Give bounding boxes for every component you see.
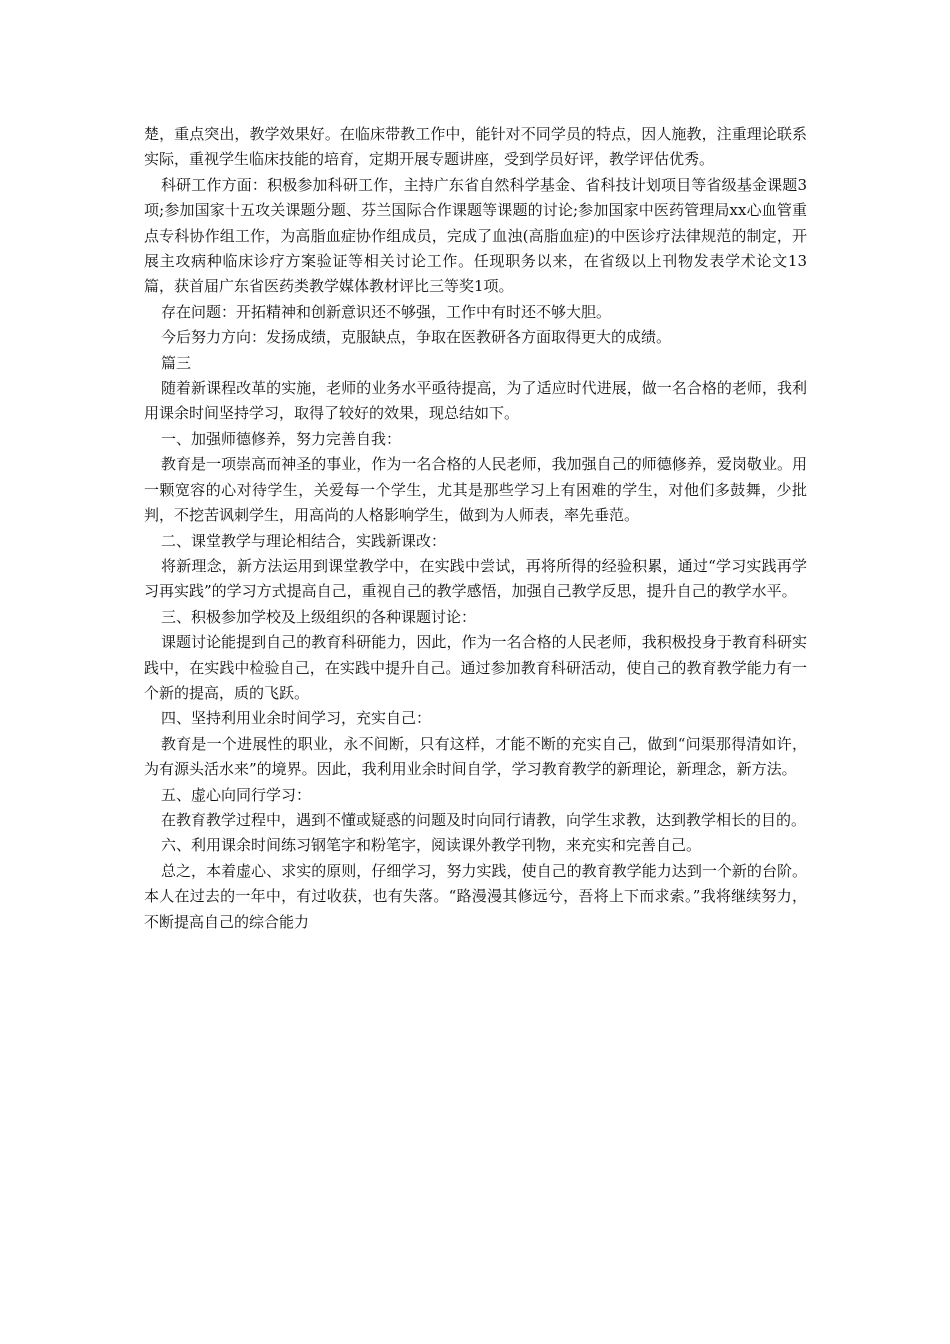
heading-item-5: 五、虚心向同行学习： [161,785,312,804]
paragraph-intro: 随着新课程改革的实施，老师的业务水平亟待提高，为了适应时代进展，做一名合格的老师，我利用课余时间坚持学习，取得了较好的效果，现总结如下。 [144,379,807,423]
paragraph-item-5: 在教育教学过程中，遇到不懂或疑惑的问题及时向同行请教，向学生求教，达到教学相长的目的。 [161,810,807,829]
heading-item-3: 三、积极参加学校及上级组织的各种课题讨论： [161,607,477,626]
paragraph-item-4: 教育是一个进展性的职业，永不间断，只有这样，才能不断的充实自己，做到“问渠那得清如许，为有源头活水来”的境界。因此，我利用业余时间自学，学习教育教学的新理论，新理念，新方法。 [144,734,807,779]
document-body [144,122,807,935]
paragraph-item-2: 将新理念，新方法运用到课堂教学中，在实践中尝试，再将所得的经验积累，通过“学习实践再学习再实践”的学习方式提高自己，重视自己的教学感悟，加强自己教学反思，提升自己的教学水平。 [144,556,807,601]
paragraph-future-direction: 今后努力方向：发扬成绩，克服缺点，争取在医教研各方面取得更大的成绩。 [161,328,672,347]
heading-item-6: 六、利用课余时间练习钢笔字和粉笔字，阅读课外教学刊物，来充实和完善自己。 [161,836,702,855]
heading-item-1: 一、加强师德修养，努力完善自我： [161,429,402,448]
paragraph-research-work: 科研工作方面：积极参加科研工作，主持广东省自然科学基金、省科技计划项目等省级基金课题3项;参加国家十五攻关课题分题、芬兰国际合作课题等课题的讨论;参加国家中医药管理局xx心血管重点专科协作组工作，为高脂血症协作组成员，完成了血浊(高脂血症)的中医诊疗法律规范的制定，开展主攻病种临床诊疗方案验证等相关讨论工作。任现职务以来，在省级以上刊物发表学术论文13篇，获首届广东省医药类教学媒体教材评比三等奖1项。 [144,175,807,296]
section-heading-part-three: 篇三 [161,353,192,372]
paragraph-continuation: 楚，重点突出，教学效果好。在临床带教工作中，能针对不同学员的特点，因人施教，注重理论联系实际，重视学生临床技能的培育，定期开展专题讲座，受到学员好评，教学评估优秀。 [144,125,807,169]
paragraph-item-3: 课题讨论能提到自己的教育科研能力，因此，作为一名合格的人民老师，我积极投身于教育科研实践中，在实践中检验自己，在实践中提升自己。通过参加教育科研活动，使自己的教育教学能力有一个新的提高，质的飞跃。 [144,633,807,702]
heading-item-4: 四、坚持利用业余时间学习，充实自己： [161,709,432,728]
paragraph-conclusion: 总之，本着虚心、求实的原则，仔细学习，努力实践，使自己的教育教学能力达到一个新的台阶。本人在过去的一年中，有过收获，也有失落。“路漫漫其修远兮，吾将上下而求索。”我将继续努力，不断提高自己的综合能力 [144,861,807,931]
paragraph-existing-problems: 存在问题：开拓精神和创新意识还不够强，工作中有时还不够大胆。 [161,302,612,321]
paragraph-item-1: 教育是一项崇高而神圣的事业，作为一名合格的人民老师，我加强自己的师德修养，爱岗敬业。用一颗宽容的心对待学生，关爱每一个学生，尤其是那些学习上有困难的学生，对他们多鼓舞，少批判，不挖苦讽刺学生，用高尚的人格影响学生，做到为人师表，率先垂范。 [144,455,807,525]
heading-item-2: 二、课堂教学与理论相结合，实践新课改： [161,531,447,550]
